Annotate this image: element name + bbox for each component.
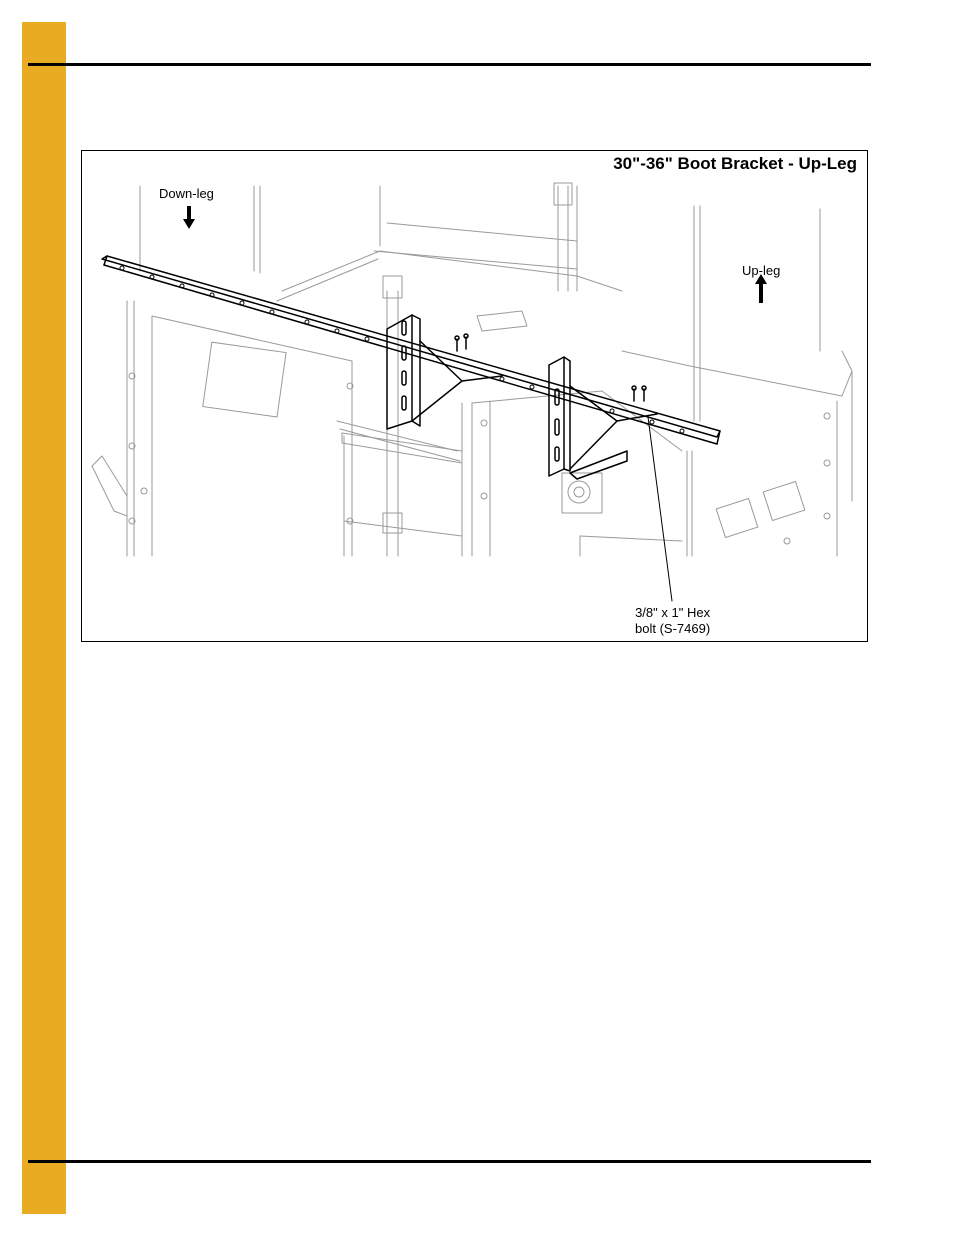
boot-bracket-figure <box>81 150 868 642</box>
footer-rule <box>28 1160 871 1163</box>
hex-bolt-callout <box>635 605 710 637</box>
down-leg-label: Down-leg <box>159 186 214 201</box>
figure-title: 30"-36" Boot Bracket - Up-Leg <box>613 154 857 173</box>
hex-bolt-callout-line1: 3/8" x 1" Hex <box>635 605 711 620</box>
up-leg-label: Up-leg <box>742 263 781 278</box>
side-color-tab <box>22 22 66 1214</box>
hex-bolt-callout-line2: bolt (S-7469) <box>635 621 711 636</box>
arrow-down-icon <box>183 206 195 229</box>
header-rule <box>28 63 871 66</box>
technical-drawing <box>82 151 868 642</box>
